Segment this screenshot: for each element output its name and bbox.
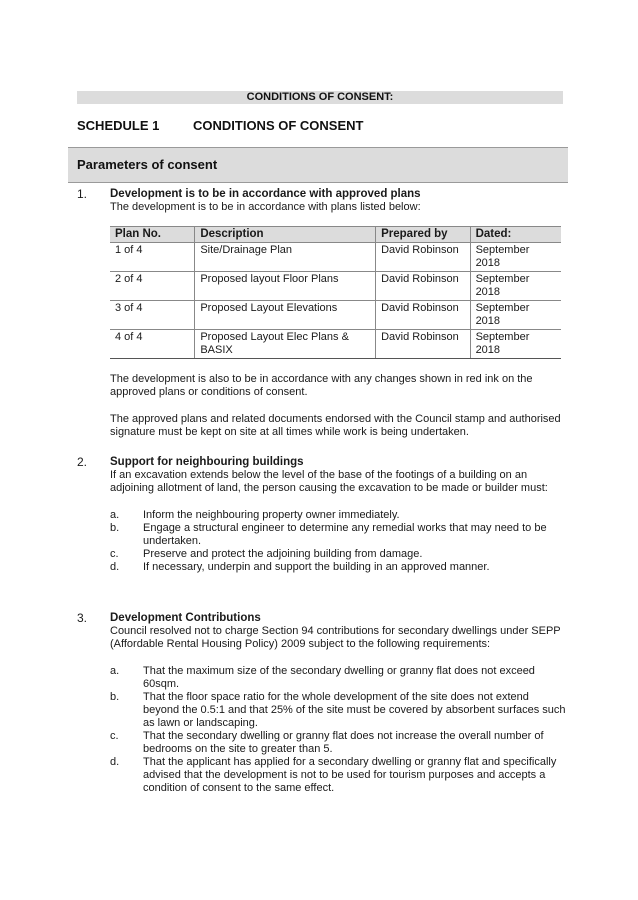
table-cell: David Robinson	[376, 272, 470, 301]
list-item-label: b.	[110, 691, 120, 703]
list-item-label: d.	[110, 756, 120, 768]
list-item-label: a.	[110, 509, 120, 521]
column-header: Prepared by	[376, 227, 470, 243]
condition-number: 1.	[77, 187, 88, 201]
list-item	[110, 756, 567, 795]
condition-3	[77, 612, 567, 795]
condition-title: Development is to be in accordance with approved plans	[110, 188, 421, 200]
table-row	[110, 330, 561, 359]
list-item-label: c.	[110, 730, 119, 742]
table-cell: 2 of 4	[110, 272, 195, 301]
table-cell: 4 of 4	[110, 330, 195, 359]
table-cell: Proposed Layout Elevations	[195, 301, 376, 330]
condition-title: Support for neighbouring buildings	[110, 456, 304, 468]
table-cell: Proposed layout Floor Plans	[195, 272, 376, 301]
list-item	[110, 691, 567, 730]
table-cell: David Robinson	[376, 243, 470, 272]
list-item-text: Preserve and protect the adjoining building from damage.	[143, 548, 423, 560]
column-header: Plan No.	[110, 227, 195, 243]
table-cell: 1 of 4	[110, 243, 195, 272]
list-item	[110, 522, 567, 548]
condition-2	[77, 456, 567, 574]
table-cell: 3 of 4	[110, 301, 195, 330]
table-cell: Proposed Layout Elec Plans & BASIX	[195, 330, 376, 359]
list-item	[110, 548, 567, 561]
schedule-number: SCHEDULE 1	[77, 118, 160, 133]
table-cell: September 2018	[470, 301, 561, 330]
list-item-label: d.	[110, 561, 120, 573]
list-item-label: a.	[110, 665, 120, 677]
column-header: Description	[195, 227, 376, 243]
list-item-text: If necessary, underpin and support the building in an approved manner.	[143, 561, 490, 573]
schedule-heading	[77, 118, 363, 133]
table-cell: September 2018	[470, 272, 561, 301]
condition-intro: If an excavation extends below the level of the base of the footings of a building on an adjoining allotment of land, the person causing the excavation to be made or builder must:	[110, 469, 548, 494]
list-item-text: That the floor space ratio for the whole development of the site does not extend beyond the 0.5:1 and that 25% of the site must be covered by absorbent surfaces such as lawn or landscaping.	[143, 691, 566, 729]
table-row	[110, 243, 561, 272]
list-item	[110, 561, 567, 574]
condition-paragraph: The development is also to be in accordance with any changes shown in red ink on the approved plans or conditions of consent.	[110, 373, 533, 398]
list-item-text: That the applicant has applied for a secondary dwelling or granny flat and specifically advised that the development is not to be used for tourism purposes and accepts a condition of consent to the same effect.	[143, 756, 557, 794]
table-cell: September 2018	[470, 243, 561, 272]
table-cell: David Robinson	[376, 301, 470, 330]
condition-paragraph: The approved plans and related documents endorsed with the Council stamp and authorised signature must be kept on site at all times while work is being undertaken.	[110, 413, 561, 438]
table-row	[110, 301, 561, 330]
condition-number: 2.	[77, 455, 88, 469]
list-item-text: Inform the neighbouring property owner immediately.	[143, 509, 400, 521]
table-cell: David Robinson	[376, 330, 470, 359]
condition-list	[110, 509, 567, 574]
list-item-text: That the maximum size of the secondary dwelling or granny flat does not exceed 60sqm.	[143, 665, 535, 690]
list-item	[110, 665, 567, 691]
condition-number: 3.	[77, 611, 88, 625]
list-item-text: Engage a structural engineer to determine any remedial works that may need to be undertaken.	[143, 522, 547, 547]
column-header: Dated:	[470, 227, 561, 243]
condition-intro: Council resolved not to charge Section 94 contributions for secondary dwellings under SEPP (Affordable Rental Housing Policy) 2009 subject to the following requirements:	[110, 625, 561, 650]
condition-list	[110, 665, 567, 795]
table-cell: Site/Drainage Plan	[195, 243, 376, 272]
plans-table	[110, 226, 561, 359]
list-item	[110, 509, 567, 522]
table-row	[110, 272, 561, 301]
page-header: CONDITIONS OF CONSENT:	[77, 91, 563, 104]
list-item	[110, 730, 567, 756]
condition-1	[77, 188, 567, 439]
section-heading: Parameters of consent	[68, 147, 568, 183]
list-item-text: That the secondary dwelling or granny flat does not increase the overall number of bedrooms on the site to greater than 5.	[143, 730, 544, 755]
list-item-label: b.	[110, 522, 120, 534]
condition-intro: The development is to be in accordance with plans listed below:	[110, 201, 421, 213]
list-item-label: c.	[110, 548, 119, 560]
table-cell: September 2018	[470, 330, 561, 359]
condition-title: Development Contributions	[110, 612, 261, 624]
table-header-row	[110, 227, 561, 243]
schedule-title: CONDITIONS OF CONSENT	[193, 118, 364, 133]
